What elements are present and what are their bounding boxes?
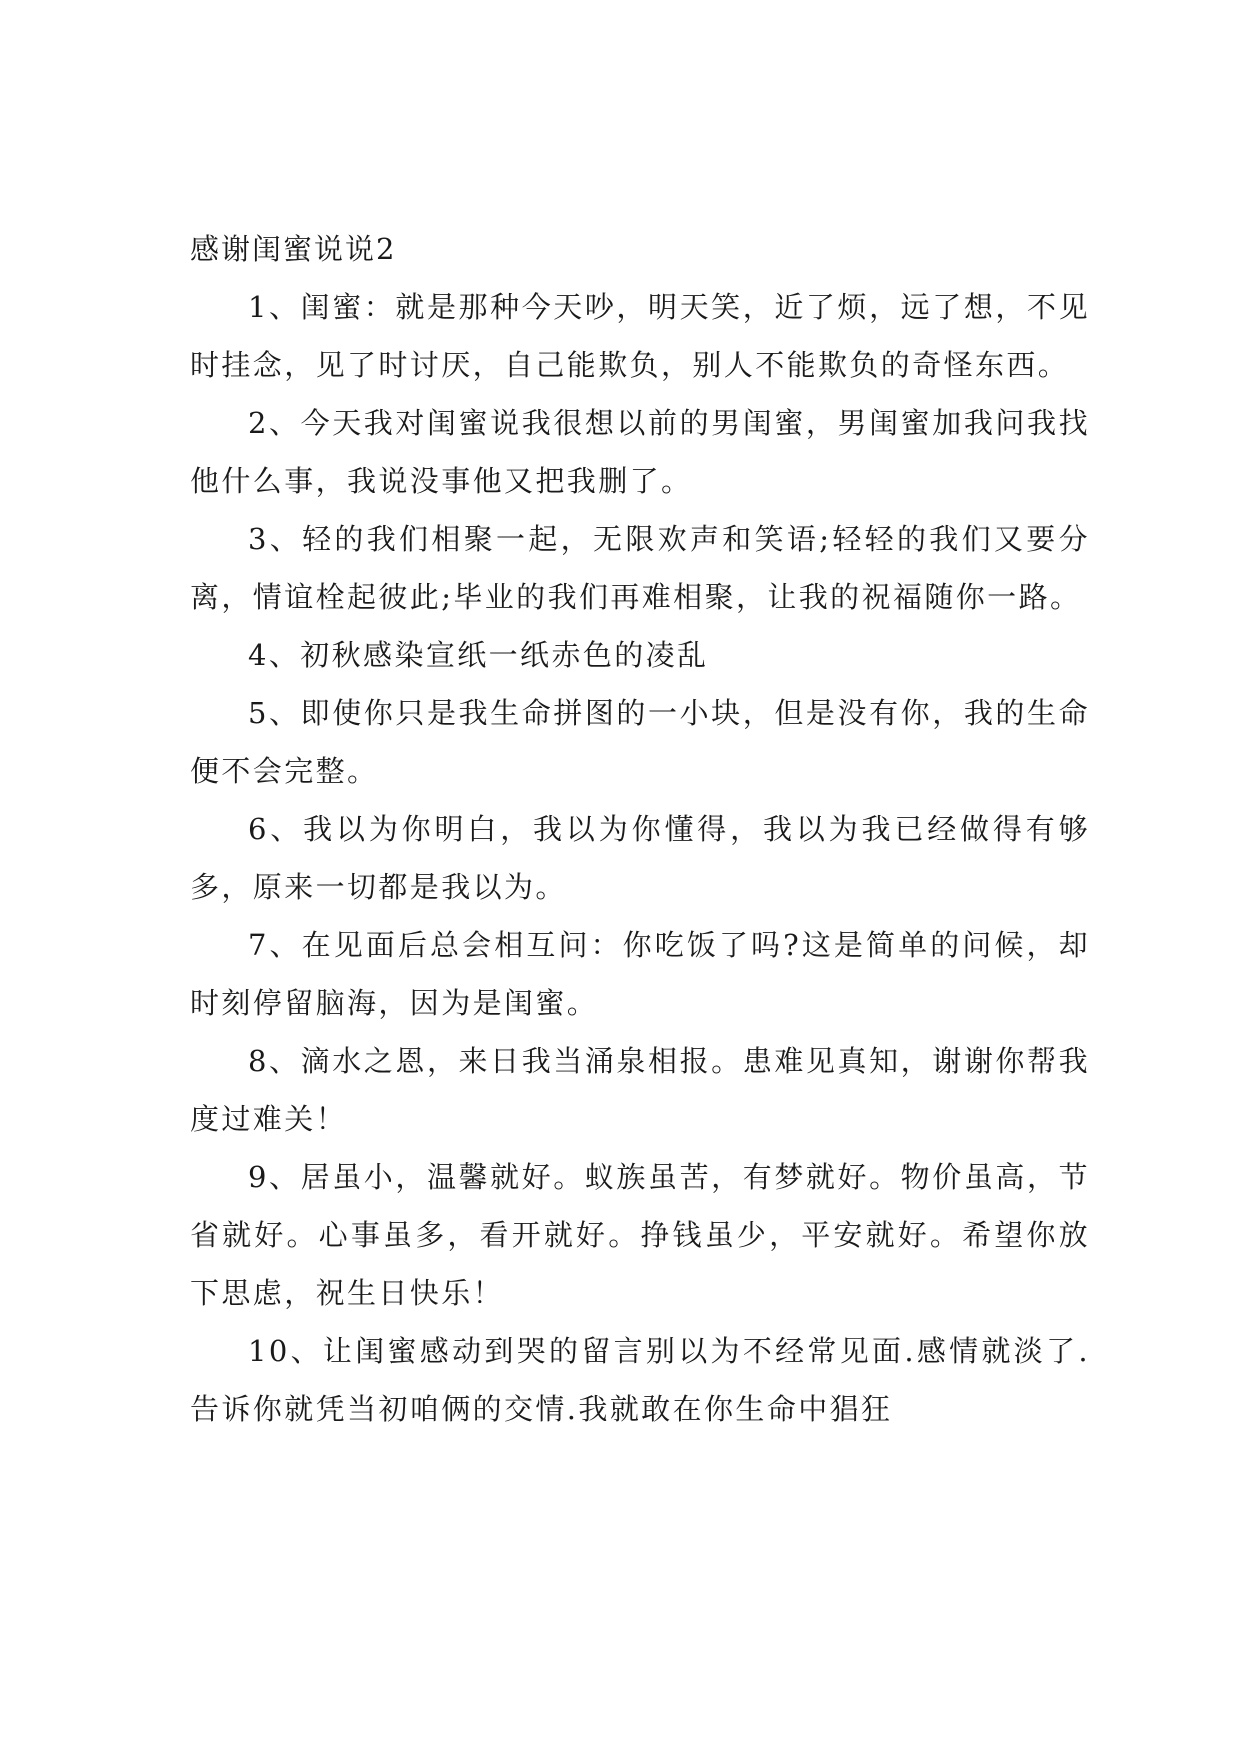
paragraph-10: 10、让闺蜜感动到哭的留言别以为不经常见面.感情就淡了.告诉你就凭当初咱俩的交情.我就敢在你生命中猖狂 [190,1334,1090,1426]
document-title: 感谢闺蜜说说2 [190,232,397,266]
paragraph-1: 1、闺蜜：就是那种今天吵，明天笑，近了烦，远了想，不见时挂念，见了时讨厌，自己能欺负，别人不能欺负的奇怪东西。 [190,290,1090,382]
paragraph-3: 3、轻的我们相聚一起，无限欢声和笑语;轻轻的我们又要分离，情谊栓起彼此;毕业的我们再难相聚，让我的祝福随你一路。 [190,522,1090,614]
paragraph-8: 8、滴水之恩，来日我当涌泉相报。患难见真知，谢谢你帮我度过难关！ [190,1044,1090,1136]
paragraph-2: 2、今天我对闺蜜说我很想以前的男闺蜜，男闺蜜加我问我找他什么事，我说没事他又把我删了。 [190,406,1090,498]
paragraph-7: 7、在见面后总会相互问：你吃饭了吗?这是简单的问候，却时刻停留脑海，因为是闺蜜。 [190,928,1090,1020]
paragraph-6: 6、我以为你明白，我以为你懂得，我以为我已经做得有够多，原来一切都是我以为。 [190,812,1090,904]
paragraph-5: 5、即使你只是我生命拼图的一小块，但是没有你，我的生命便不会完整。 [190,696,1090,788]
paragraph-4: 4、初秋感染宣纸一纸赤色的凌乱 [248,638,709,672]
paragraph-9: 9、居虽小，温馨就好。蚁族虽苦，有梦就好。物价虽高，节省就好。心事虽多，看开就好。挣钱虽少，平安就好。希望你放下思虑，祝生日快乐！ [190,1160,1090,1310]
document-body [190,220,1090,1438]
